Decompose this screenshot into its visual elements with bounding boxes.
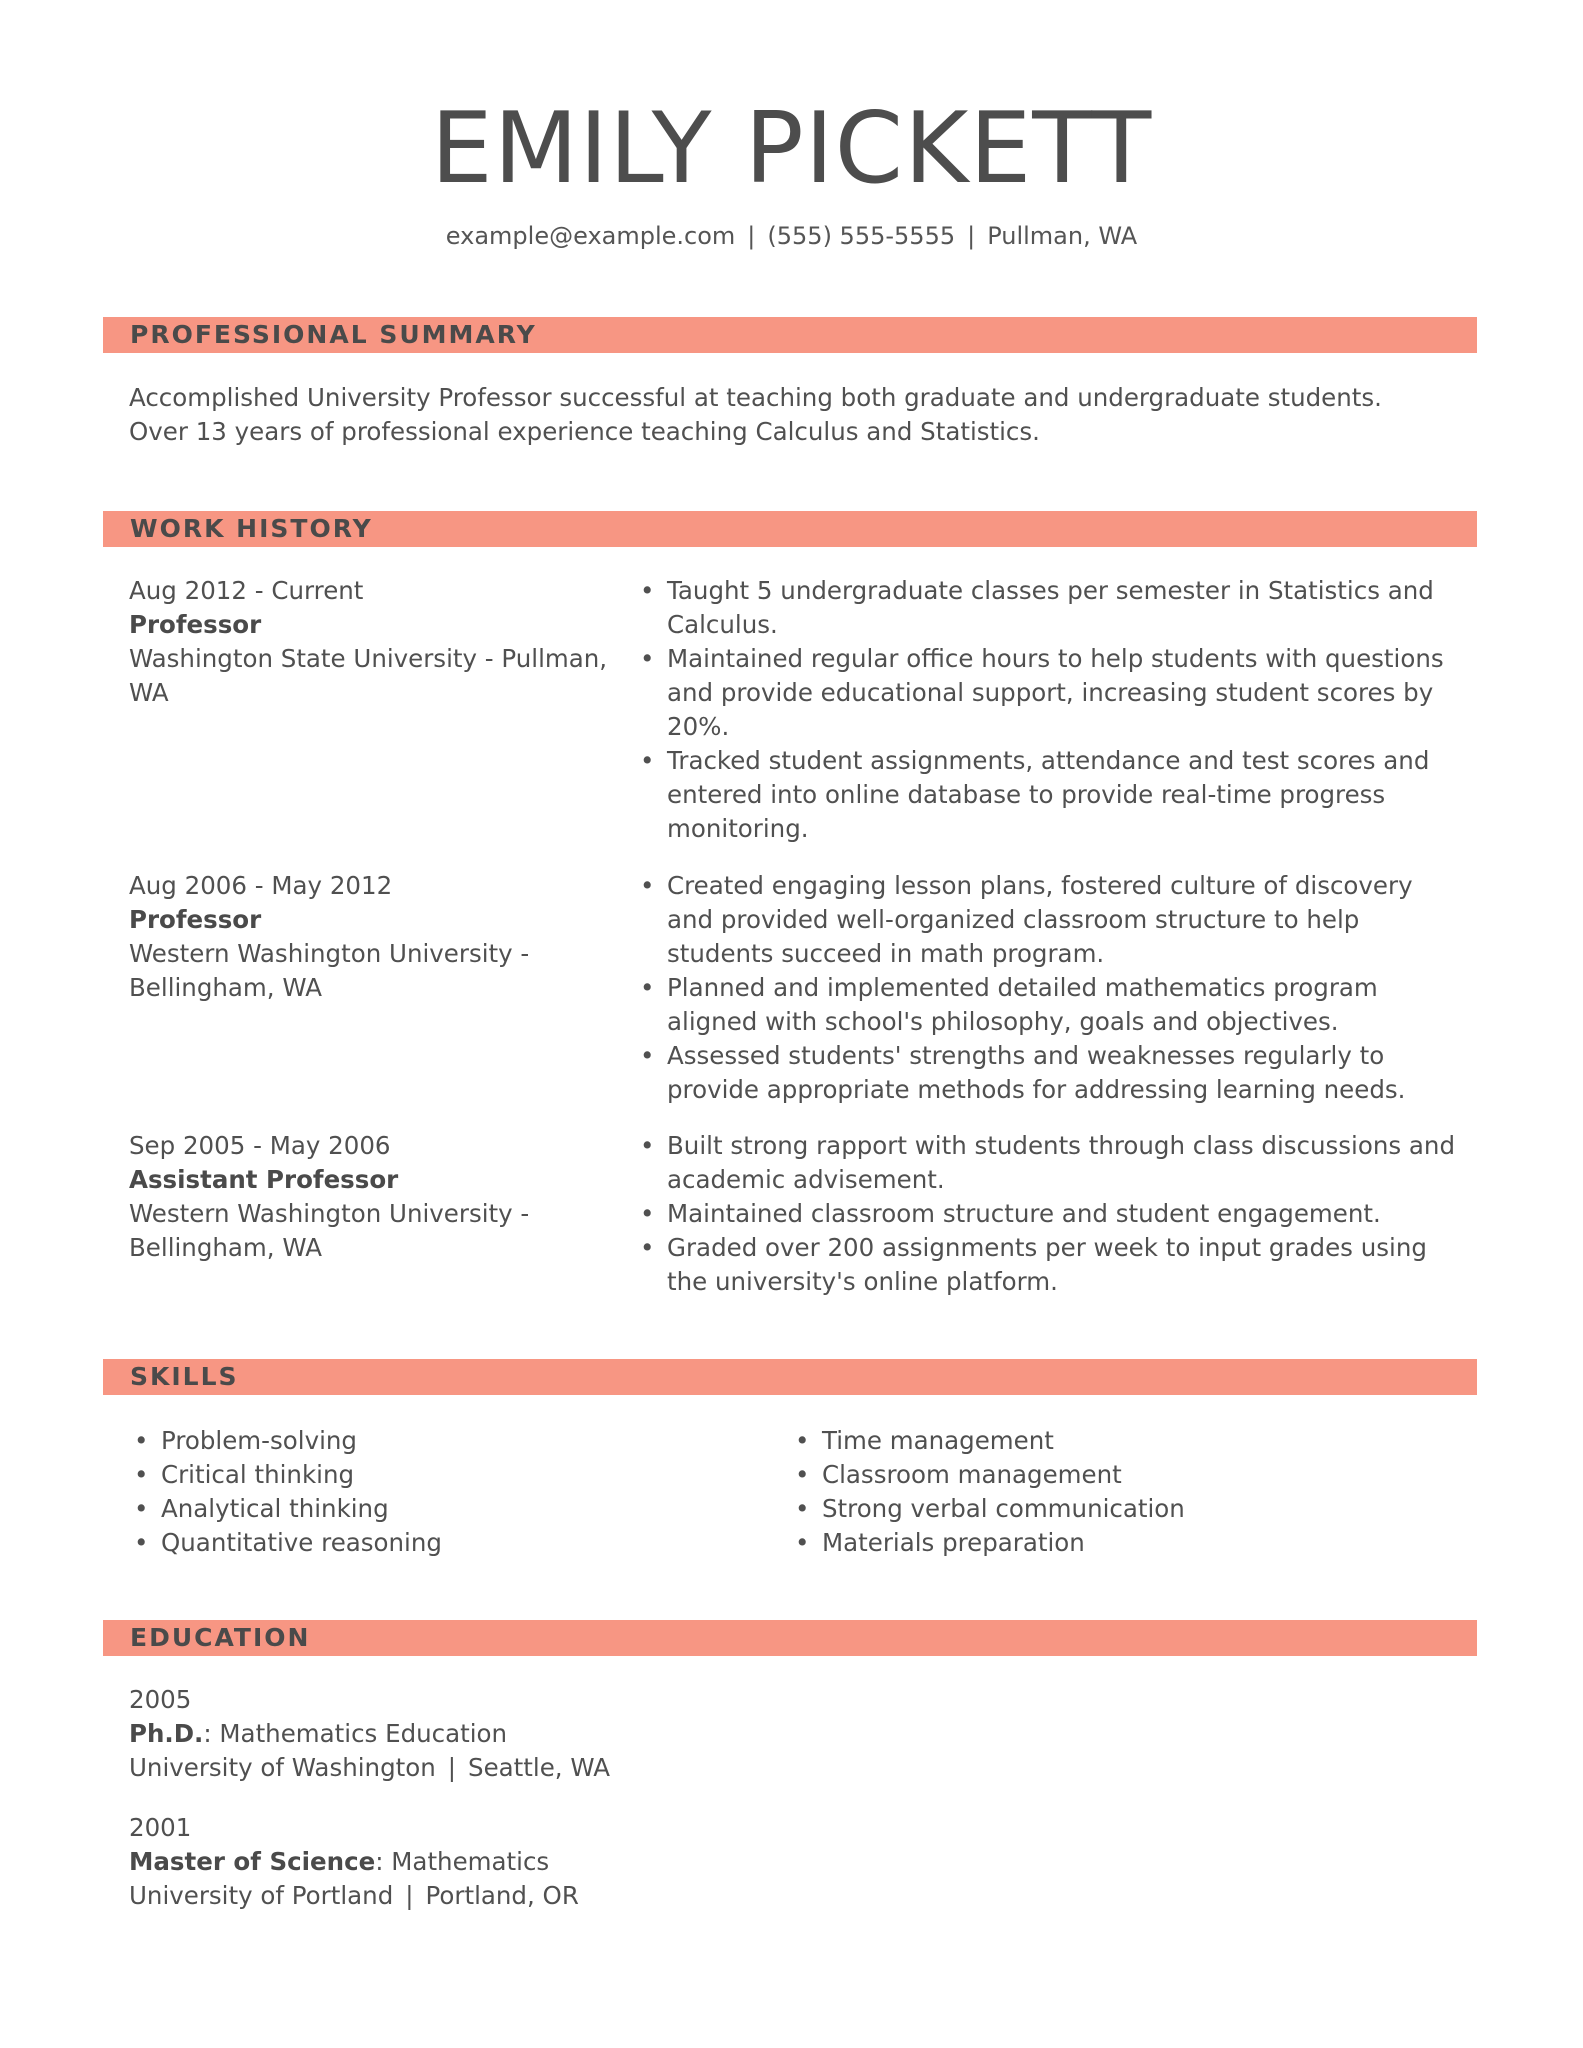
job-bullet: • Assessed students' strengths and weaknesses regularly to provide appropriate methods for addressing learning needs.: [635, 1039, 1455, 1107]
job-title: Professor: [129, 905, 262, 934]
job-meta: [129, 574, 619, 710]
education-degree-line: [129, 1717, 1029, 1751]
contact-phone[interactable]: (555) 555-5555: [767, 222, 956, 250]
contact-location: Pullman, WA: [987, 222, 1138, 250]
education-section-bar: [103, 1620, 1477, 1656]
education-entry: [129, 1811, 1029, 1913]
contact-separator: |: [967, 222, 976, 250]
job-employer: Washington State University - Pullman,: [129, 644, 608, 673]
education-degree: Ph.D.: [129, 1719, 204, 1748]
education-school: University of Portland: [129, 1881, 394, 1910]
degree-colon: :: [203, 1719, 212, 1748]
job-bullet: • Graded over 200 assignments per week to input grades using the university's online platform.: [635, 1231, 1455, 1299]
education-field: Mathematics Education: [219, 1719, 508, 1748]
summary-line: Accomplished University Professor successful at teaching both graduate and undergraduate students.: [129, 383, 1382, 412]
job-employer: Bellingham, WA: [129, 1233, 323, 1262]
job-employer: Western Washington University -: [129, 939, 530, 968]
skill-item: • Time management: [790, 1424, 1410, 1458]
summary-section-title: PROFESSIONAL SUMMARY: [130, 320, 537, 349]
job-bullet: • Tracked student assignments, attendance and test scores and entered into online database to provide real-time progress monitoring.: [635, 744, 1455, 846]
job-employer: WA: [129, 678, 169, 707]
education-year: 2001: [129, 1813, 192, 1842]
education-degree: Master of Science: [129, 1847, 376, 1876]
skill-item: • Analytical thinking: [129, 1492, 749, 1526]
job-bullet: • Built strong rapport with students through class discussions and academic advisement.: [635, 1129, 1455, 1197]
job-dates: Aug 2012 - Current: [129, 576, 364, 605]
skills-section-title: SKILLS: [130, 1362, 239, 1391]
summary-line: Over 13 years of professional experience teaching Calculus and Statistics.: [129, 417, 1040, 446]
degree-colon: :: [375, 1847, 384, 1876]
skill-item: • Quantitative reasoning: [129, 1526, 749, 1560]
skill-item: • Strong verbal communication: [790, 1492, 1410, 1526]
education-degree-line: [129, 1845, 1029, 1879]
contact-separator: |: [747, 222, 756, 250]
contact-line: [0, 222, 1583, 251]
education-section-title: EDUCATION: [130, 1623, 311, 1652]
job-dates: Aug 2006 - May 2012: [129, 871, 393, 900]
skills-list-left: [129, 1424, 749, 1560]
school-separator: |: [447, 1753, 457, 1782]
work-section-bar: [103, 511, 1477, 547]
school-separator: |: [405, 1881, 414, 1910]
skill-item: • Critical thinking: [129, 1458, 749, 1492]
skills-list-right: [790, 1424, 1410, 1560]
education-location: Seattle, WA: [468, 1753, 610, 1782]
education-entry: [129, 1683, 1029, 1785]
education-location: Portland, OR: [425, 1881, 579, 1910]
job-bullet: • Maintained classroom structure and student engagement.: [635, 1197, 1455, 1231]
job-meta: [129, 1129, 619, 1265]
skill-item: • Classroom management: [790, 1458, 1410, 1492]
education-school: University of Washington: [129, 1753, 436, 1782]
job-title: Assistant Professor: [129, 1165, 399, 1194]
job-title: Professor: [129, 610, 262, 639]
job-bullet: • Taught 5 undergraduate classes per semester in Statistics and Calculus.: [635, 574, 1455, 642]
education-field: Mathematics: [391, 1847, 550, 1876]
contact-email[interactable]: example@example.com: [445, 222, 736, 250]
summary-section-bar: [103, 317, 1477, 353]
skill-item: • Problem-solving: [129, 1424, 749, 1458]
job-bullets: [635, 574, 1455, 846]
skills-section-bar: [103, 1359, 1477, 1395]
education-year: 2005: [129, 1685, 192, 1714]
summary-text: [129, 381, 1459, 449]
job-bullet: • Maintained regular office hours to help students with questions and provide educational support, increasing student scores by 20%.: [635, 642, 1455, 744]
job-meta: [129, 869, 619, 1005]
job-bullets: [635, 869, 1455, 1107]
skill-item: • Materials preparation: [790, 1526, 1410, 1560]
job-dates: Sep 2005 - May 2006: [129, 1131, 391, 1160]
candidate-name: EMILY PICKETT: [430, 92, 1153, 206]
job-employer: Bellingham, WA: [129, 973, 323, 1002]
job-bullet: • Created engaging lesson plans, fostered culture of discovery and provided well-organized classroom structure to help students succeed in math program.: [635, 869, 1455, 971]
education-school-line: [129, 1879, 1029, 1913]
job-bullet: • Planned and implemented detailed mathematics program aligned with school's philosophy, goals and objectives.: [635, 971, 1455, 1039]
work-section-title: WORK HISTORY: [130, 514, 373, 543]
education-school-line: [129, 1751, 1029, 1785]
job-employer: Western Washington University -: [129, 1199, 530, 1228]
job-bullets: [635, 1129, 1455, 1299]
